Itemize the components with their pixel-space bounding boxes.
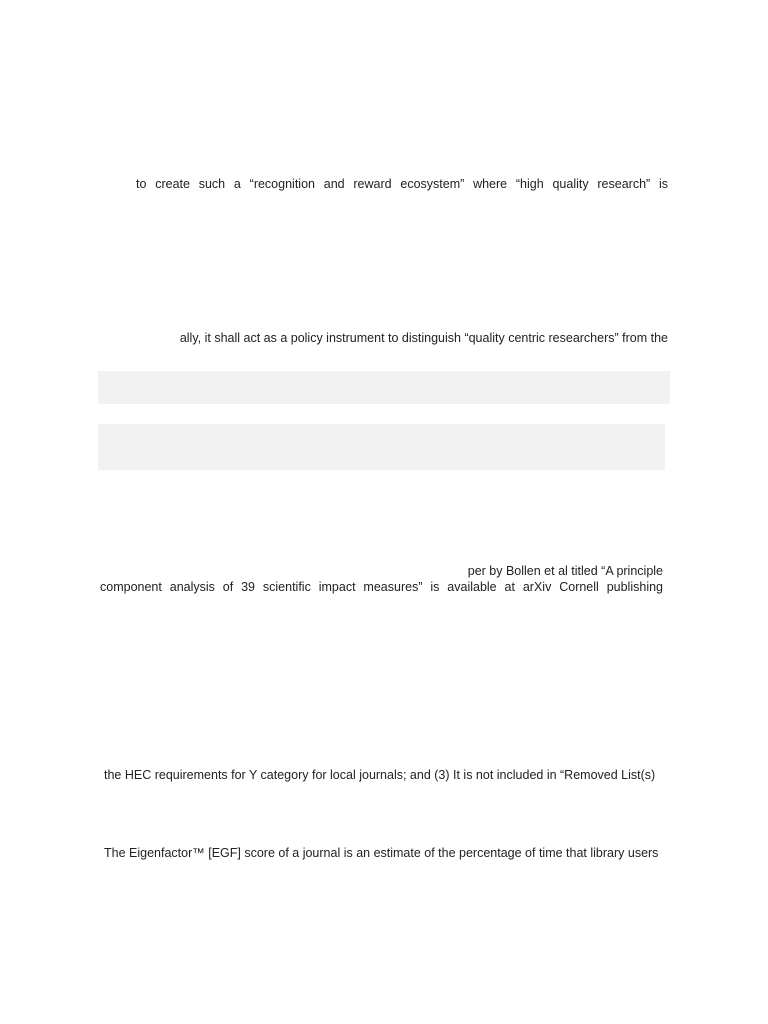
text-line-policy-instrument: ally, it shall act as a policy instrument to distinguish “quality centric researchers” from the [179,331,668,345]
text-line-hec-requirements: the HEC requirements for Y category for local journals; and (3) It is not included in “Removed List(s) [104,768,656,782]
text-line-component-analysis: component analysis of 39 scientific impact measures” is available at arXiv Cornell publishing [100,580,663,594]
text-line-eigenfactor: The Eigenfactor™ [EGF] score of a journal is an estimate of the percentage of time that library users [104,846,659,860]
redacted-block-2 [98,424,665,470]
redacted-block-1 [98,371,670,404]
text-line-bollen: per by Bollen et al titled “A principle [467,564,663,578]
text-line-recognition: to create such a “recognition and reward ecosystem” where “high quality research” is [136,177,668,191]
